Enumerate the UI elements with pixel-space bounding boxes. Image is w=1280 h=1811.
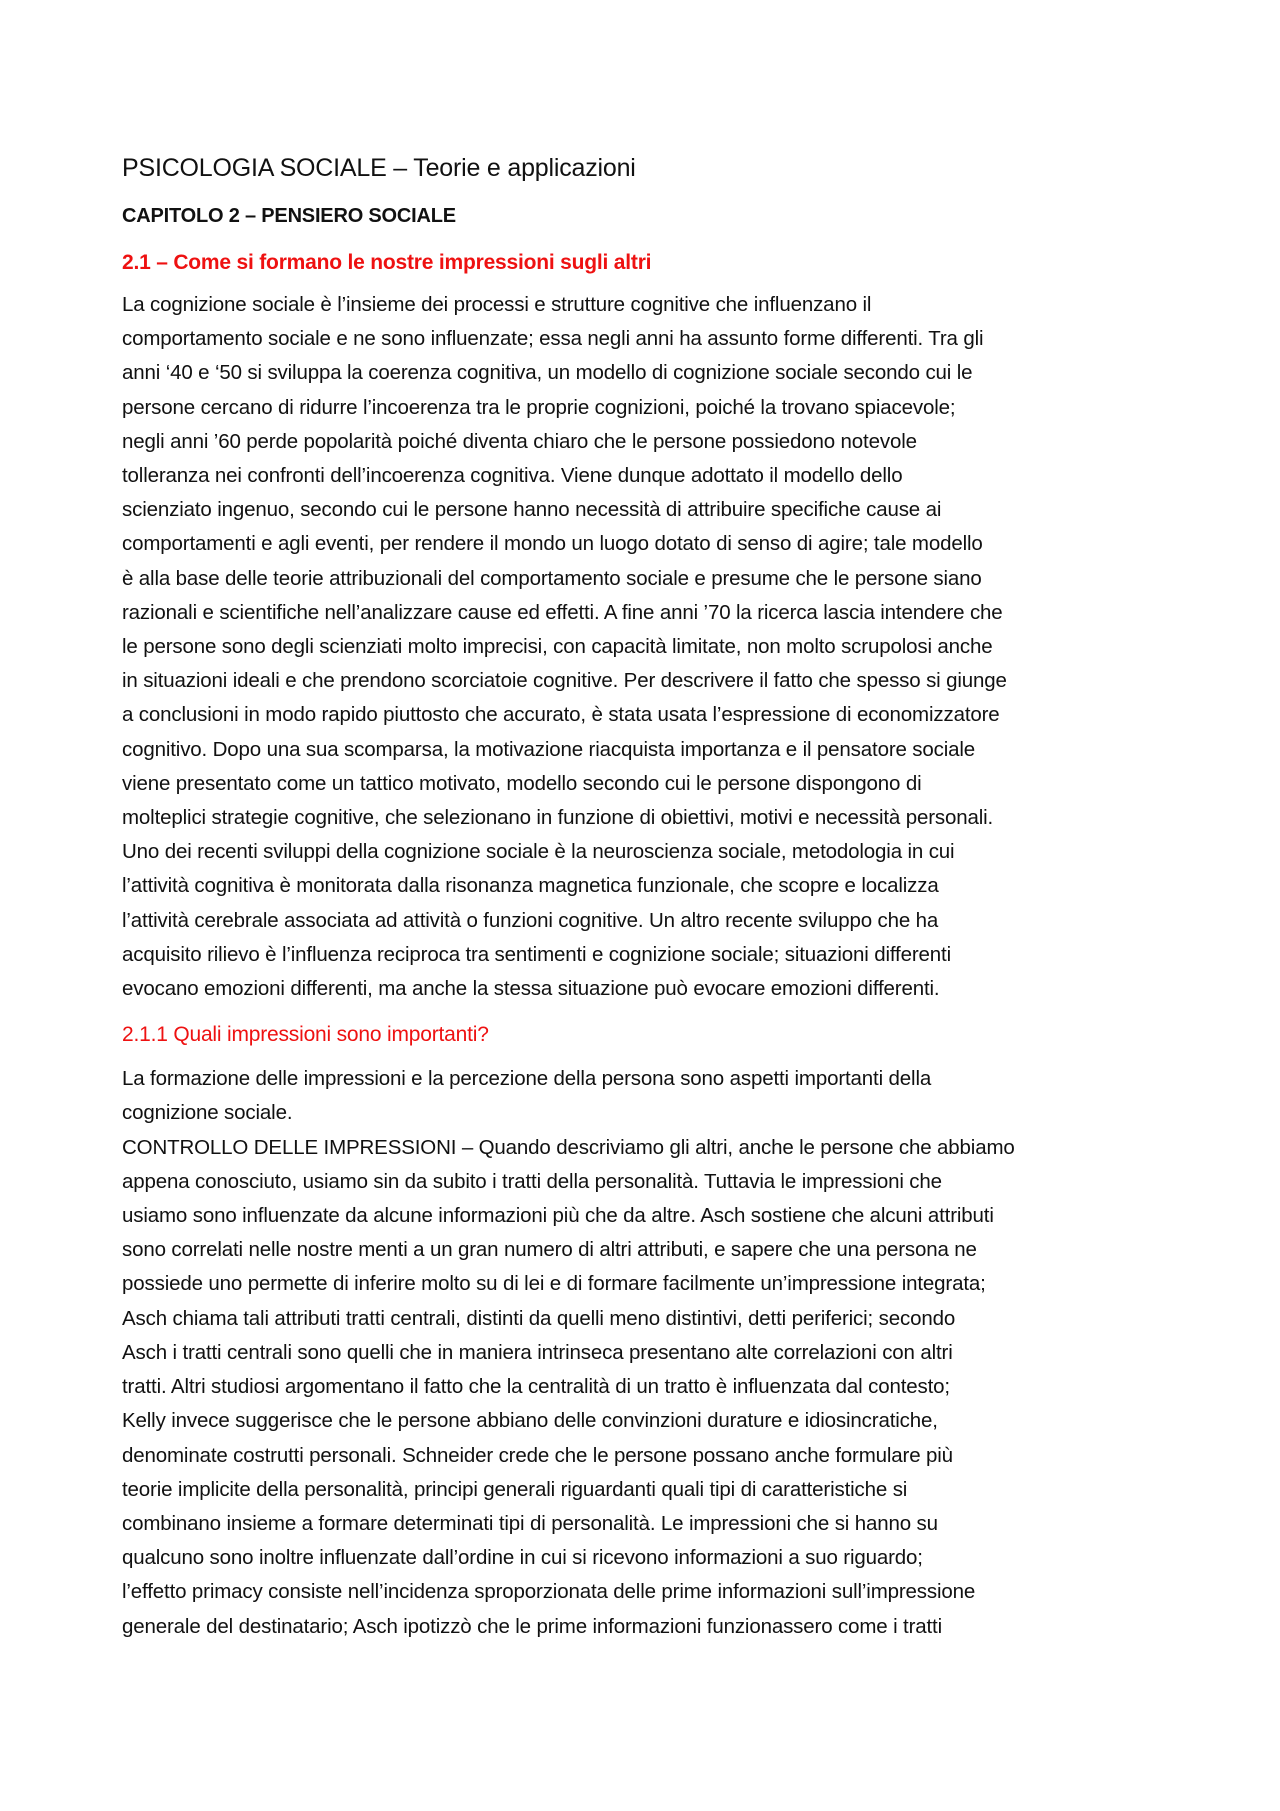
document-body bbox=[122, 152, 1162, 1644]
text-line: evocano emozioni differenti, ma anche la stessa situazione può evocare emozioni differenti. bbox=[122, 977, 940, 1001]
text-line: acquisito rilievo è l’influenza reciproca tra sentimenti e cognizione sociale; situazioni differenti bbox=[122, 942, 951, 966]
text-line: comportamento sociale e ne sono influenzate; essa negli anni ha assunto forme differenti. Tra gli bbox=[122, 327, 984, 351]
text-line: anni ‘40 e ‘50 si sviluppa la coerenza cognitiva, un modello di cognizione sociale secondo cui le bbox=[122, 361, 973, 385]
text-line: teorie implicite della personalità, principi generali riguardanti quali tipi di caratteristiche si bbox=[122, 1477, 908, 1501]
text-line: Kelly invece suggerisce che le persone abbiano delle convinzioni durature e idiosincratiche, bbox=[122, 1409, 938, 1433]
text-line: cognitivo. Dopo una sua scomparsa, la motivazione riacquista importanza e il pensatore sociale bbox=[122, 737, 976, 761]
text-line: a conclusioni in modo rapido piuttosto che accurato, è stata usata l’espressione di economizzatore bbox=[122, 703, 1000, 727]
text-line: La formazione delle impressioni e la percezione della persona sono aspetti importanti della bbox=[122, 1067, 932, 1091]
subsection-paragraph bbox=[122, 1062, 1162, 1643]
text-line: CONTROLLO DELLE IMPRESSIONI – Quando descriviamo gli altri, anche le persone che abbiamo bbox=[122, 1135, 1015, 1159]
text-line: tratti. Altri studiosi argomentano il fatto che la centralità di un tratto è influenzata dal contesto; bbox=[122, 1375, 950, 1399]
text-line: comportamenti e agli eventi, per rendere il mondo un luogo dotato di senso di agire; tale modello bbox=[122, 532, 983, 556]
text-line: Asch i tratti centrali sono quelli che in maniera intrinseca presentano alte correlazioni con altri bbox=[122, 1340, 953, 1364]
text-line: qualcuno sono inoltre influenzate dall’ordine in cui si ricevono informazioni a suo riguardo; bbox=[122, 1546, 923, 1570]
text-line: scienziato ingenuo, secondo cui le persone hanno necessità di attribuire specifiche cause ai bbox=[122, 498, 942, 522]
text-line: Asch chiama tali attributi tratti centrali, distinti da quelli meno distintivi, detti periferici; secondo bbox=[122, 1306, 956, 1330]
text-line: viene presentato come un tattico motivato, modello secondo cui le persone dispongono di bbox=[122, 771, 922, 795]
text-line: generale del destinatario; Asch ipotizzò che le prime informazioni funzionassero come i tratti bbox=[122, 1614, 942, 1638]
text-line: è alla base delle teorie attribuzionali del comportamento sociale e presume che le persone siano bbox=[122, 566, 982, 590]
text-line: l’attività cerebrale associata ad attività o funzioni cognitive. Un altro recente sviluppo che ha bbox=[122, 908, 939, 932]
text-line: denominate costrutti personali. Schneider crede che le persone possano anche formulare più bbox=[122, 1443, 953, 1467]
text-line: l’attività cognitiva è monitorata dalla risonanza magnetica funzionale, che scopre e localizza bbox=[122, 874, 939, 898]
text-line: molteplici strategie cognitive, che selezionano in funzione di obiettivi, motivi e necessità personali. bbox=[122, 806, 994, 830]
chapter-heading: CAPITOLO 2 – PENSIERO SOCIALE bbox=[122, 205, 456, 227]
subsection-heading: 2.1.1 Quali impressioni sono importanti? bbox=[122, 1023, 489, 1047]
text-line: l’effetto primacy consiste nell’incidenza sproporzionata delle prime informazioni sull’impressione bbox=[122, 1580, 976, 1604]
document-title: PSICOLOGIA SOCIALE – Teorie e applicazioni bbox=[122, 154, 636, 182]
text-line: negli anni ’60 perde popolarità poiché diventa chiaro che le persone possiedono notevole bbox=[122, 429, 917, 453]
text-line: combinano insieme a formare determinati tipi di personalità. Le impressioni che si hanno su bbox=[122, 1511, 938, 1535]
text-line: possiede uno permette di inferire molto su di lei e di formare facilmente un’impressione integrata; bbox=[122, 1272, 986, 1296]
text-line: appena conosciuto, usiamo sin da subito i tratti della personalità. Tuttavia le impressioni che bbox=[122, 1169, 942, 1193]
text-line: Uno dei recenti sviluppi della cognizione sociale è la neuroscienza sociale, metodologia in cui bbox=[122, 840, 955, 864]
text-line: persone cercano di ridurre l’incoerenza tra le proprie cognizioni, poiché la trovano spiacevole; bbox=[122, 395, 956, 419]
text-line: sono correlati nelle nostre menti a un gran numero di altri attributi, e sapere che una persona ne bbox=[122, 1238, 977, 1262]
text-line: razionali e scientifiche nell’analizzare cause ed effetti. A fine anni ’70 la ricerca lascia intendere che bbox=[122, 600, 1003, 624]
text-line: tolleranza nei confronti dell’incoerenza cognitiva. Viene dunque adottato il modello dello bbox=[122, 464, 903, 488]
text-line: usiamo sono influenzate da alcune informazioni più che da altre. Asch sostiene che alcuni attributi bbox=[122, 1204, 994, 1228]
text-line: in situazioni ideali e che prendono scorciatoie cognitive. Per descrivere il fatto che spesso si giunge bbox=[122, 669, 1007, 693]
section-heading: 2.1 – Come si formano le nostre impressioni sugli altri bbox=[122, 251, 652, 274]
section-paragraph bbox=[122, 288, 1162, 1006]
text-line: le persone sono degli scienziati molto imprecisi, con capacità limitate, non molto scrupolosi anche bbox=[122, 635, 993, 659]
text-line: La cognizione sociale è l’insieme dei processi e strutture cognitive che influenzano il bbox=[122, 293, 872, 316]
text-line: cognizione sociale. bbox=[122, 1101, 293, 1125]
